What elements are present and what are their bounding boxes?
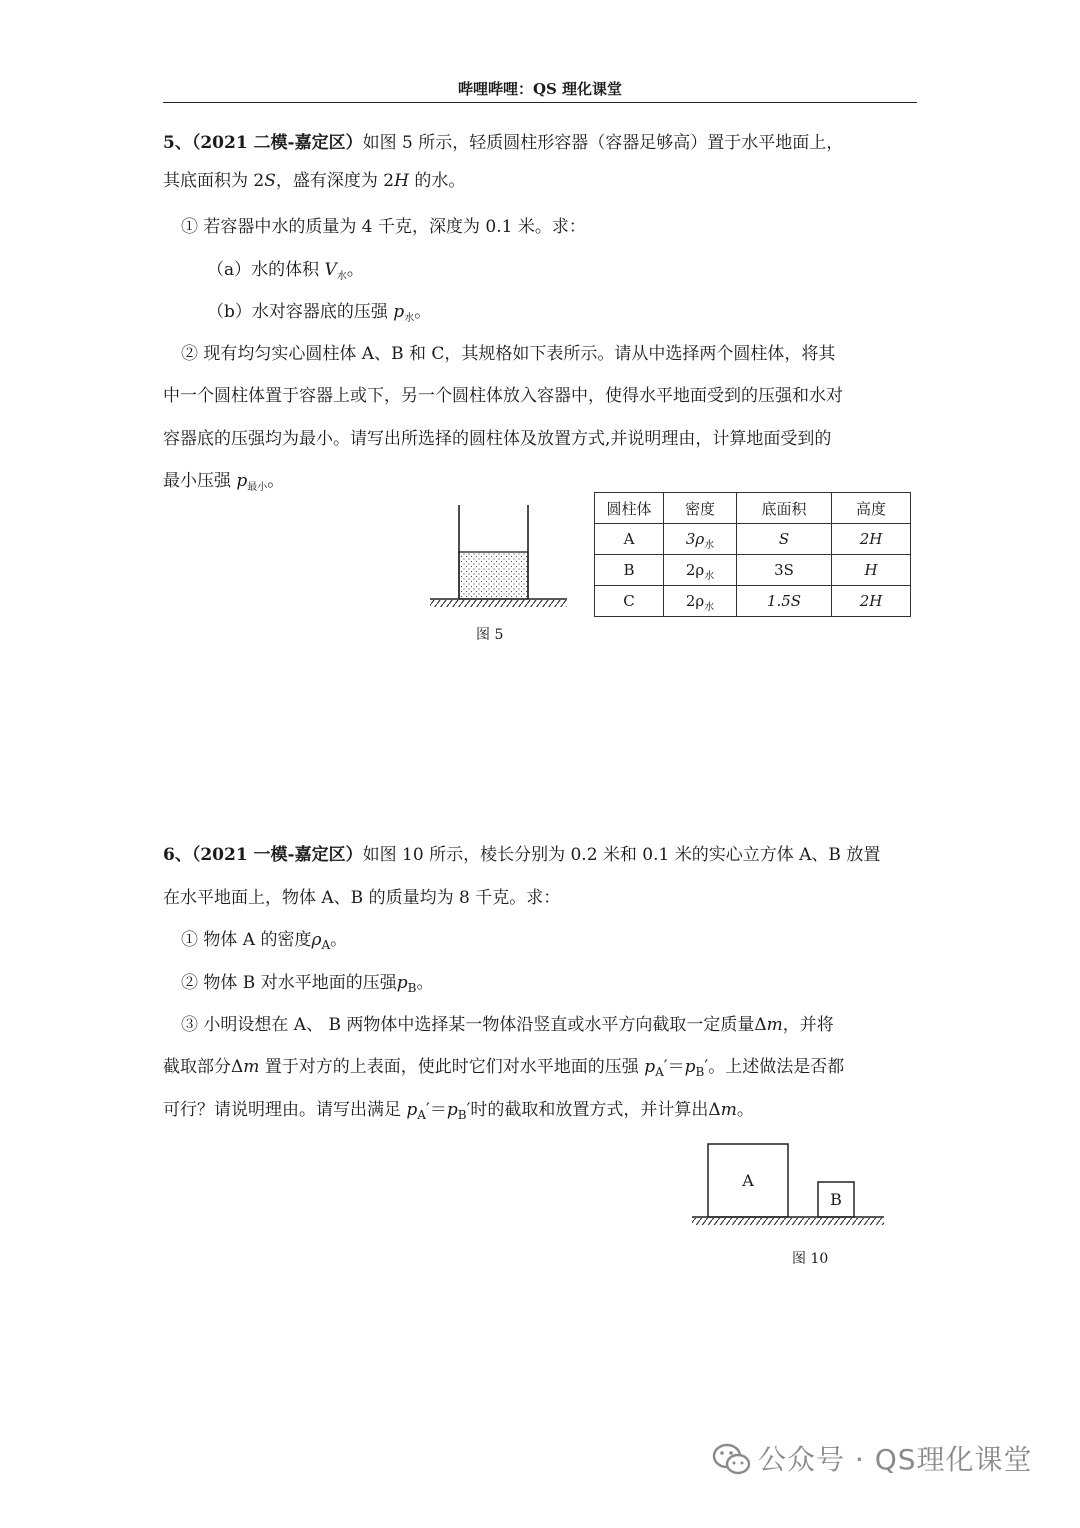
q5-part2-line-2: 中一个圆柱体置于容器上或下，另一个圆柱体放入容器中，使得水平地面受到的压强和水对: [163, 386, 843, 406]
q6-part3-line-3: [163, 1089, 754, 1132]
wechat-icon: [712, 1442, 752, 1478]
q5-part1a-sub: 水: [336, 271, 347, 282]
table-row: [595, 586, 911, 617]
page-header: 哔哩哔哩：QS 理化课堂: [163, 78, 917, 103]
figure-5-caption: 图 5: [476, 627, 504, 643]
q6-part3-l2-mid: 置于对方的上表面，使此时它们对水平地面的压强: [259, 1057, 645, 1077]
q6-line-1: [163, 834, 880, 876]
q6-part3-l1-m: m: [766, 1015, 783, 1035]
q6-part3-l3-pre: 可行？请说明理由。请写出满足: [163, 1100, 407, 1120]
q5-label: 5、（2021 二模-嘉定区）: [163, 133, 363, 153]
watermark-text: 公众号 · QS理化课堂: [758, 1443, 1033, 1476]
q6-part3-l2-pa-sub: A: [655, 1065, 664, 1079]
q5-line2-S: S: [264, 171, 276, 191]
table-row: [595, 555, 911, 586]
q6-part2-pre: ② 物体 B 对水平地面的压强: [181, 973, 397, 993]
q5-line1-text: 如图 5 所示，轻质圆柱形容器（容器足够高）置于水平地面上，: [362, 133, 844, 153]
q6-line1-text: 如图 10 所示，棱长分别为 0.2 米和 0.1 米的实心立方体 A、B 放置: [362, 845, 881, 865]
density-value: 3ρ: [685, 530, 705, 548]
q5-part2-line-3: 容器底的压强均为最小。请写出所选择的圆柱体及放置方式,并说明理由，计算地面受到的: [163, 429, 832, 449]
q6-part3-line-1: [181, 1004, 834, 1046]
cube-a-label: A: [742, 1171, 754, 1190]
table-cell-height: H: [832, 555, 911, 586]
q6-part3-l1-post: ，并将: [782, 1015, 834, 1035]
q5-part2-l4-var: p: [236, 471, 248, 491]
q5-part2-l4-pre: 最小压强: [163, 471, 237, 491]
q5-part2-l4-sub: 最小: [247, 482, 268, 493]
q5-part1a: [207, 249, 364, 294]
table-row: [595, 524, 911, 555]
table-cell-name: C: [595, 586, 664, 617]
density-value: 2ρ: [685, 592, 705, 610]
q5-part1b-pre: （b）水对容器底的压强: [207, 302, 394, 322]
q6-part3-l3-eq: ′＝: [425, 1100, 447, 1120]
q6-part1-pre: ① 物体 A 的密度: [181, 930, 312, 950]
q5-part2-line-4: [163, 460, 284, 505]
q6-part3-l2-post: ′。上述做法是否都: [704, 1057, 845, 1077]
q5-line-1: [163, 122, 843, 164]
q5-line2-mid: ，盛有深度为 2: [275, 171, 395, 191]
density-value: 2ρ: [685, 561, 705, 579]
q6-part3-l2-pb: p: [684, 1057, 696, 1077]
wechat-watermark: [712, 1440, 1048, 1482]
ground-hatch: [430, 600, 567, 607]
table-cell-height: 2H: [832, 586, 911, 617]
q6-part3-l2-pre: 截取部分Δ: [163, 1057, 244, 1077]
q5-part1b-post: 。: [414, 302, 432, 322]
q6-part3-l3-pa: p: [406, 1100, 418, 1120]
figure-10-caption: 图 10: [792, 1251, 829, 1267]
table-header-cell: 高度: [832, 493, 911, 524]
q5-part1a-var: V: [324, 260, 337, 280]
table-cell-height: 2H: [832, 524, 911, 555]
cylinder-spec-table: [594, 492, 911, 617]
q5-line2-H: H: [394, 171, 409, 191]
q6-part3-l3-m: m: [720, 1100, 737, 1120]
q6-part2: [181, 962, 433, 1005]
q6-part3-l2-m: m: [243, 1057, 260, 1077]
q6-part3-l2-pb-sub: B: [695, 1065, 705, 1079]
q6-part3-l2-pa: p: [644, 1057, 656, 1077]
q5-part1a-post: 。: [346, 260, 364, 280]
q6-part3-l3-post: 。: [736, 1100, 754, 1120]
q6-part3-l3-pb: p: [446, 1100, 458, 1120]
q6-part3-l3-pb-sub: B: [457, 1108, 467, 1122]
q6-label: 6、（2021 一模-嘉定区）: [163, 845, 363, 865]
q5-line2-pre: 其底面积为 2: [163, 171, 265, 191]
table-cell-name: B: [595, 555, 664, 586]
q5-part2-l4-post: 。: [267, 471, 285, 491]
table-cell-area: 1.5S: [737, 586, 832, 617]
q5-line2-post: 的水。: [408, 171, 466, 191]
water-fill: [459, 552, 528, 599]
ground-hatch: [692, 1218, 884, 1225]
q6-part1: [181, 919, 347, 962]
q5-part1: ① 若容器中水的质量为 4 千克，深度为 0.1 米。求：: [181, 217, 586, 237]
table-header-cell: 密度: [664, 493, 737, 524]
q5-part1b-var: p: [393, 302, 405, 322]
table-cell-density: [664, 524, 737, 555]
cube-b-label: B: [830, 1190, 842, 1209]
figure-5-container: [425, 500, 575, 615]
q6-part3-line-2: [163, 1046, 844, 1089]
q6-part2-sub: B: [407, 981, 417, 995]
q6-part1-post: 。: [330, 930, 348, 950]
density-sub: 水: [704, 540, 715, 551]
q6-part2-post: 。: [416, 973, 434, 993]
table-header-cell: 底面积: [737, 493, 832, 524]
q6-part3-l3-pa-sub: A: [417, 1108, 426, 1122]
density-sub: 水: [704, 602, 715, 613]
table-cell-density: [664, 586, 737, 617]
table-header-cell: 圆柱体: [595, 493, 664, 524]
table-cell-density: [664, 555, 737, 586]
table-header-row: [595, 493, 911, 524]
q6-part3-l2-eq: ′＝: [663, 1057, 685, 1077]
q5-part1b: [207, 291, 431, 336]
q5-line-2: [163, 160, 465, 202]
q6-line-2: 在水平地面上，物体 A、B 的质量均为 8 千克。求：: [163, 888, 561, 908]
table-cell-area: S: [737, 524, 832, 555]
q5-part1a-pre: （a）水的体积: [207, 260, 325, 280]
q6-part1-var: ρ: [311, 930, 322, 950]
q6-part3-l1-pre: ③ 小明设想在 A、 B 两物体中选择某一物体沿竖直或水平方向截取一定质量Δ: [181, 1015, 767, 1035]
q6-part3-l3-mid: ′时的截取和放置方式，并计算出Δ: [466, 1100, 721, 1120]
density-sub: 水: [704, 571, 715, 582]
table-cell-name: A: [595, 524, 664, 555]
q6-part1-sub: A: [321, 938, 331, 952]
q6-part2-var: p: [396, 973, 408, 993]
q5-part2-line-1: ② 现有均匀实心圆柱体 A、B 和 C，其规格如下表所示。请从中选择两个圆柱体，将其: [181, 344, 836, 364]
table-cell-area: 3S: [737, 555, 832, 586]
q5-part1b-sub: 水: [404, 313, 415, 324]
